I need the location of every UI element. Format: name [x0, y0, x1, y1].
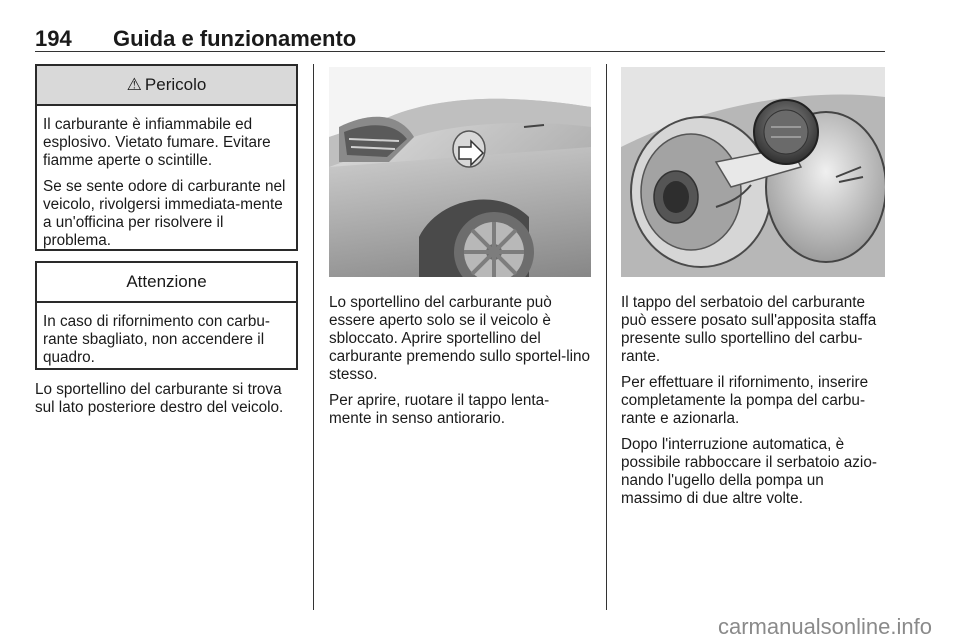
danger-box-header: [37, 66, 296, 106]
page-number: 194: [35, 26, 72, 51]
car-rear-drawing: [329, 67, 591, 277]
danger-box-title: Pericolo: [144, 75, 207, 94]
header-divider: [35, 51, 885, 52]
column-divider: [606, 64, 607, 610]
column3-paragraph: Il tappo del serbatoio del carburante può essere posato sull'apposita staffa presente sullo sportellino del carbu-rante.: [621, 294, 877, 365]
danger-box: [35, 64, 298, 251]
column3-text: [621, 294, 889, 516]
column-divider: [313, 64, 314, 610]
page-header: [35, 26, 885, 52]
page-title: Guida e funzionamento: [113, 26, 357, 51]
column2-paragraph: Lo sportellino del carburante può essere aperto solo se il veicolo è sbloccato. Aprire sportellino del carburante premendo sullo sportel-lino stesso.: [329, 294, 591, 383]
danger-paragraph: Se se sente odore di carburante nel veicolo, rivolgersi immediata-mente a un'officina per risolvere il problema.: [43, 178, 286, 249]
fuel-cap-drawing: [621, 67, 885, 277]
column1-text: [35, 381, 303, 425]
car-fuel-door-illustration: [329, 67, 591, 277]
danger-paragraph: Il carburante è infiammabile ed esplosivo. Vietato fumare. Evitare fiamme aperte o scintille.: [43, 116, 271, 169]
note-box: [35, 261, 298, 370]
warning-triangle-icon: ⚠: [126, 75, 142, 94]
note-box-header: [37, 263, 296, 303]
column2-paragraph: Per aprire, ruotare il tappo lenta-mente in senso antiorario.: [329, 392, 550, 427]
column3-paragraph: Dopo l'interruzione automatica, è possibile rabboccare il serbatoio azio-nando l'ugello della pompa un massimo di due altre volte.: [621, 436, 877, 507]
danger-box-body: [37, 106, 296, 250]
column1-paragraph: Lo sportellino del carburante si trova sul lato posteriore destro del veicolo.: [35, 381, 284, 416]
column2-text: [329, 294, 591, 436]
footer-watermark: carmanualsonline.info: [717, 614, 932, 639]
note-paragraph: In caso di rifornimento con carbu-rante sbagliato, non accendere il quadro.: [43, 313, 271, 366]
note-box-title: Attenzione: [126, 272, 207, 291]
note-box-body: [37, 303, 296, 367]
column3-paragraph: Per effettuare il rifornimento, inserire completamente la pompa del carbu-rante e azionarla.: [621, 374, 869, 427]
fuel-cap-illustration: [621, 67, 885, 277]
